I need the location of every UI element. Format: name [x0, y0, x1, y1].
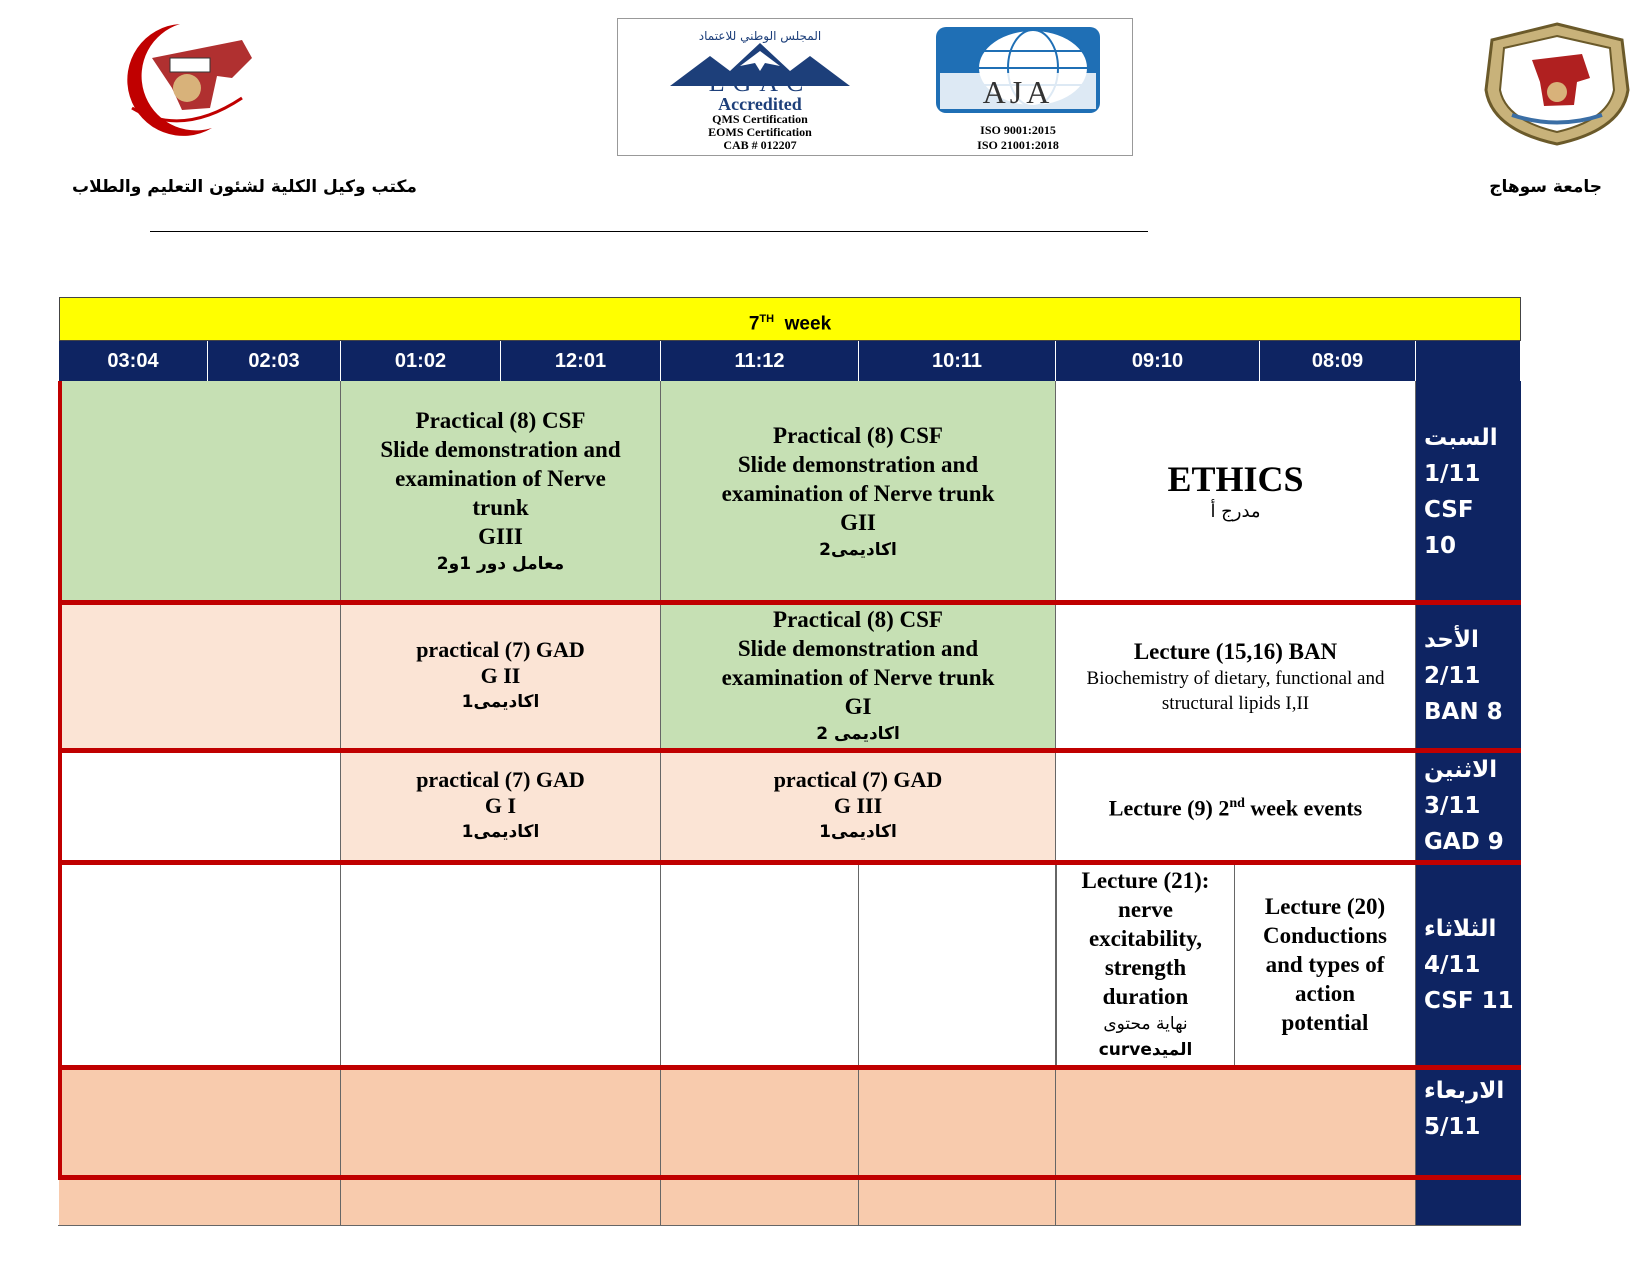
practical-place: اكاديمى1 — [461, 692, 540, 712]
day-column-header — [1416, 341, 1521, 381]
week-suffix: TH — [759, 313, 775, 325]
aja-name: AJA — [982, 74, 1054, 110]
tuesday-lecture-21 — [1056, 862, 1235, 1067]
time-slot-header: 01:02 — [341, 341, 501, 381]
aja-logo — [918, 23, 1118, 153]
saturday-practical-giii — [341, 381, 661, 602]
lecture-topic: potential — [1281, 1010, 1369, 1035]
practical-title: practical (7) GAD — [416, 637, 585, 662]
practical-group: G II — [480, 663, 521, 688]
practical-topic: Slide demonstration and — [380, 437, 621, 462]
practical-topic: Slide demonstration and — [737, 451, 979, 477]
slot-empty — [661, 862, 859, 1067]
slot-empty — [59, 1180, 341, 1226]
egac-arabic-title: المجلس الوطني للاعتماد — [698, 29, 822, 43]
day-tuesday — [1416, 862, 1521, 1067]
row-separator — [58, 1175, 1521, 1180]
practical-topic: examination of Nerve trunk — [721, 665, 995, 690]
ethics-place: مدرج أ — [1210, 500, 1261, 522]
day-date: 2/11 — [1424, 663, 1481, 689]
practical-place: اكاديمى 2 — [816, 724, 900, 744]
time-slot-header: 02:03 — [208, 341, 341, 381]
practical-title: Practical (8) CSF — [773, 422, 943, 448]
slot-empty — [1056, 1067, 1416, 1175]
slot-empty — [341, 862, 661, 1067]
practical-title: practical (7) GAD — [773, 767, 943, 792]
row-separator — [58, 1065, 1521, 1070]
egac-cab: CAB # 012207 — [723, 138, 797, 152]
time-slot-header: 12:01 — [501, 341, 661, 381]
practical-place: معامل دور 1و2 — [436, 554, 565, 574]
row-separator — [58, 381, 62, 1180]
week-number: 7 — [748, 313, 760, 335]
header-divider — [150, 231, 1148, 232]
day-wednesday — [1416, 1067, 1521, 1175]
university-seal — [1482, 20, 1632, 148]
practical-place: اكاديمى2 — [819, 539, 897, 560]
lecture-title-post: week events — [1244, 795, 1363, 821]
day-code: 10 — [1424, 532, 1457, 559]
day-code: BAN 8 — [1424, 699, 1503, 725]
lecture-note: الميدcurve — [1098, 1040, 1193, 1060]
day-code: GAD 9 — [1424, 829, 1504, 855]
day-empty — [1416, 1180, 1521, 1226]
slot-empty — [59, 602, 341, 750]
egac-logo — [640, 23, 880, 153]
lecture-title: Lecture (15,16) BAN — [1133, 638, 1338, 664]
slot-empty — [59, 862, 341, 1067]
slot-empty — [859, 1067, 1056, 1175]
practical-place: اكاديمى1 — [819, 822, 897, 842]
time-slot-header: 08:09 — [1260, 341, 1416, 381]
practical-topic: trunk — [472, 495, 529, 520]
egac-qms: QMS Certification — [712, 112, 808, 126]
practical-group: GI — [844, 694, 872, 719]
slot-empty — [661, 1067, 859, 1175]
practical-group: GIII — [478, 524, 523, 549]
day-code: CSF — [1424, 496, 1474, 523]
table-bottom-border — [58, 1225, 1521, 1226]
monday-lecture — [1056, 750, 1416, 862]
lecture-topic: structural lipids I,II — [1161, 692, 1310, 714]
globe-icon — [928, 23, 1108, 118]
day-code: CSF 11 — [1424, 987, 1514, 1014]
time-slot-header: 09:10 — [1056, 341, 1260, 381]
day-date: 1/11 — [1424, 460, 1481, 487]
egac-accredited: Accredited — [718, 94, 802, 114]
practical-group: G III — [833, 793, 883, 818]
day-name: السبت — [1424, 424, 1498, 451]
practical-place: اكاديمى1 — [461, 822, 540, 842]
practical-topic: examination of Nerve — [395, 466, 606, 491]
lecture-topic: action — [1294, 981, 1356, 1006]
practical-title: Practical (8) CSF — [773, 607, 943, 632]
day-date: 3/11 — [1424, 793, 1481, 819]
time-slot-header: 10:11 — [859, 341, 1056, 381]
lecture-topic: excitability, — [1088, 926, 1203, 951]
saturday-ethics — [1056, 381, 1416, 602]
day-date: 4/11 — [1424, 951, 1481, 978]
day-date: 5/11 — [1424, 1114, 1481, 1140]
lecture-topic: Conductions — [1263, 923, 1387, 948]
slot-empty — [341, 1180, 661, 1226]
day-saturday — [1416, 381, 1521, 602]
office-title: مكتب وكيل الكلية لشئون التعليم والطلاب — [72, 177, 417, 197]
day-name: الاثنين — [1424, 757, 1498, 783]
lecture-topic: nerve — [1118, 897, 1173, 922]
monday-practical-giii — [661, 750, 1056, 862]
practical-group: GII — [840, 509, 876, 535]
row-separator — [58, 748, 1521, 753]
slot-empty — [661, 1180, 859, 1226]
sunday-lecture-ban — [1056, 602, 1416, 750]
lecture-title — [1109, 789, 1362, 822]
sunday-practical-gii — [341, 602, 661, 750]
time-slot-header: 11:12 — [661, 341, 859, 381]
row-separator — [58, 860, 1521, 865]
slot-empty — [59, 750, 341, 862]
ethics-title: ETHICS — [1167, 458, 1304, 499]
practical-topic: Slide demonstration and — [737, 636, 979, 661]
time-slot-header: 03:04 — [59, 341, 208, 381]
lecture-title-sup: nd — [1229, 796, 1245, 812]
sunday-practical-gi — [661, 602, 1056, 750]
slot-empty — [341, 1067, 661, 1175]
day-monday — [1416, 750, 1521, 862]
slot-empty — [859, 862, 1056, 1067]
day-name: الأحد — [1424, 627, 1479, 653]
accreditation-banner — [617, 18, 1133, 156]
slot-empty — [59, 381, 341, 602]
practical-title: practical (7) GAD — [416, 767, 585, 792]
university-name: جامعة سوهاج — [1489, 177, 1602, 197]
day-name: الاربعاء — [1424, 1078, 1505, 1104]
slot-empty — [859, 1180, 1056, 1226]
row-separator — [58, 600, 1521, 605]
faculty-logo — [92, 18, 267, 136]
lecture-topic: strength — [1104, 955, 1187, 980]
lecture-topic: and types of — [1265, 952, 1385, 977]
lecture-topic: Biochemistry of dietary, functional and — [1086, 667, 1385, 689]
lecture-topic: duration — [1102, 984, 1189, 1009]
tuesday-lecture-20 — [1235, 862, 1416, 1067]
practical-title: Practical (8) CSF — [415, 408, 586, 433]
week-word: week — [784, 313, 832, 335]
egac-eoms: EOMS Certification — [708, 125, 812, 139]
week-title — [59, 297, 1521, 341]
slot-empty — [1056, 1180, 1416, 1226]
aja-iso-21001: ISO 21001:2018 — [977, 138, 1059, 152]
aja-iso-9001: ISO 9001:2015 — [980, 123, 1056, 137]
lecture-title-pre: Lecture (9) 2 — [1108, 795, 1230, 821]
day-sunday — [1416, 602, 1521, 750]
lecture-note: نهاية محتوى — [1103, 1014, 1188, 1034]
practical-group: G I — [484, 793, 517, 818]
lecture-title: Lecture (20) — [1264, 894, 1386, 919]
lecture-title: Lecture (21): — [1081, 868, 1210, 893]
day-name: الثلاثاء — [1424, 915, 1497, 942]
monday-practical-gi — [341, 750, 661, 862]
practical-topic: examination of Nerve trunk — [721, 480, 995, 506]
slot-empty — [59, 1067, 341, 1175]
saturday-practical-gii — [661, 381, 1056, 602]
